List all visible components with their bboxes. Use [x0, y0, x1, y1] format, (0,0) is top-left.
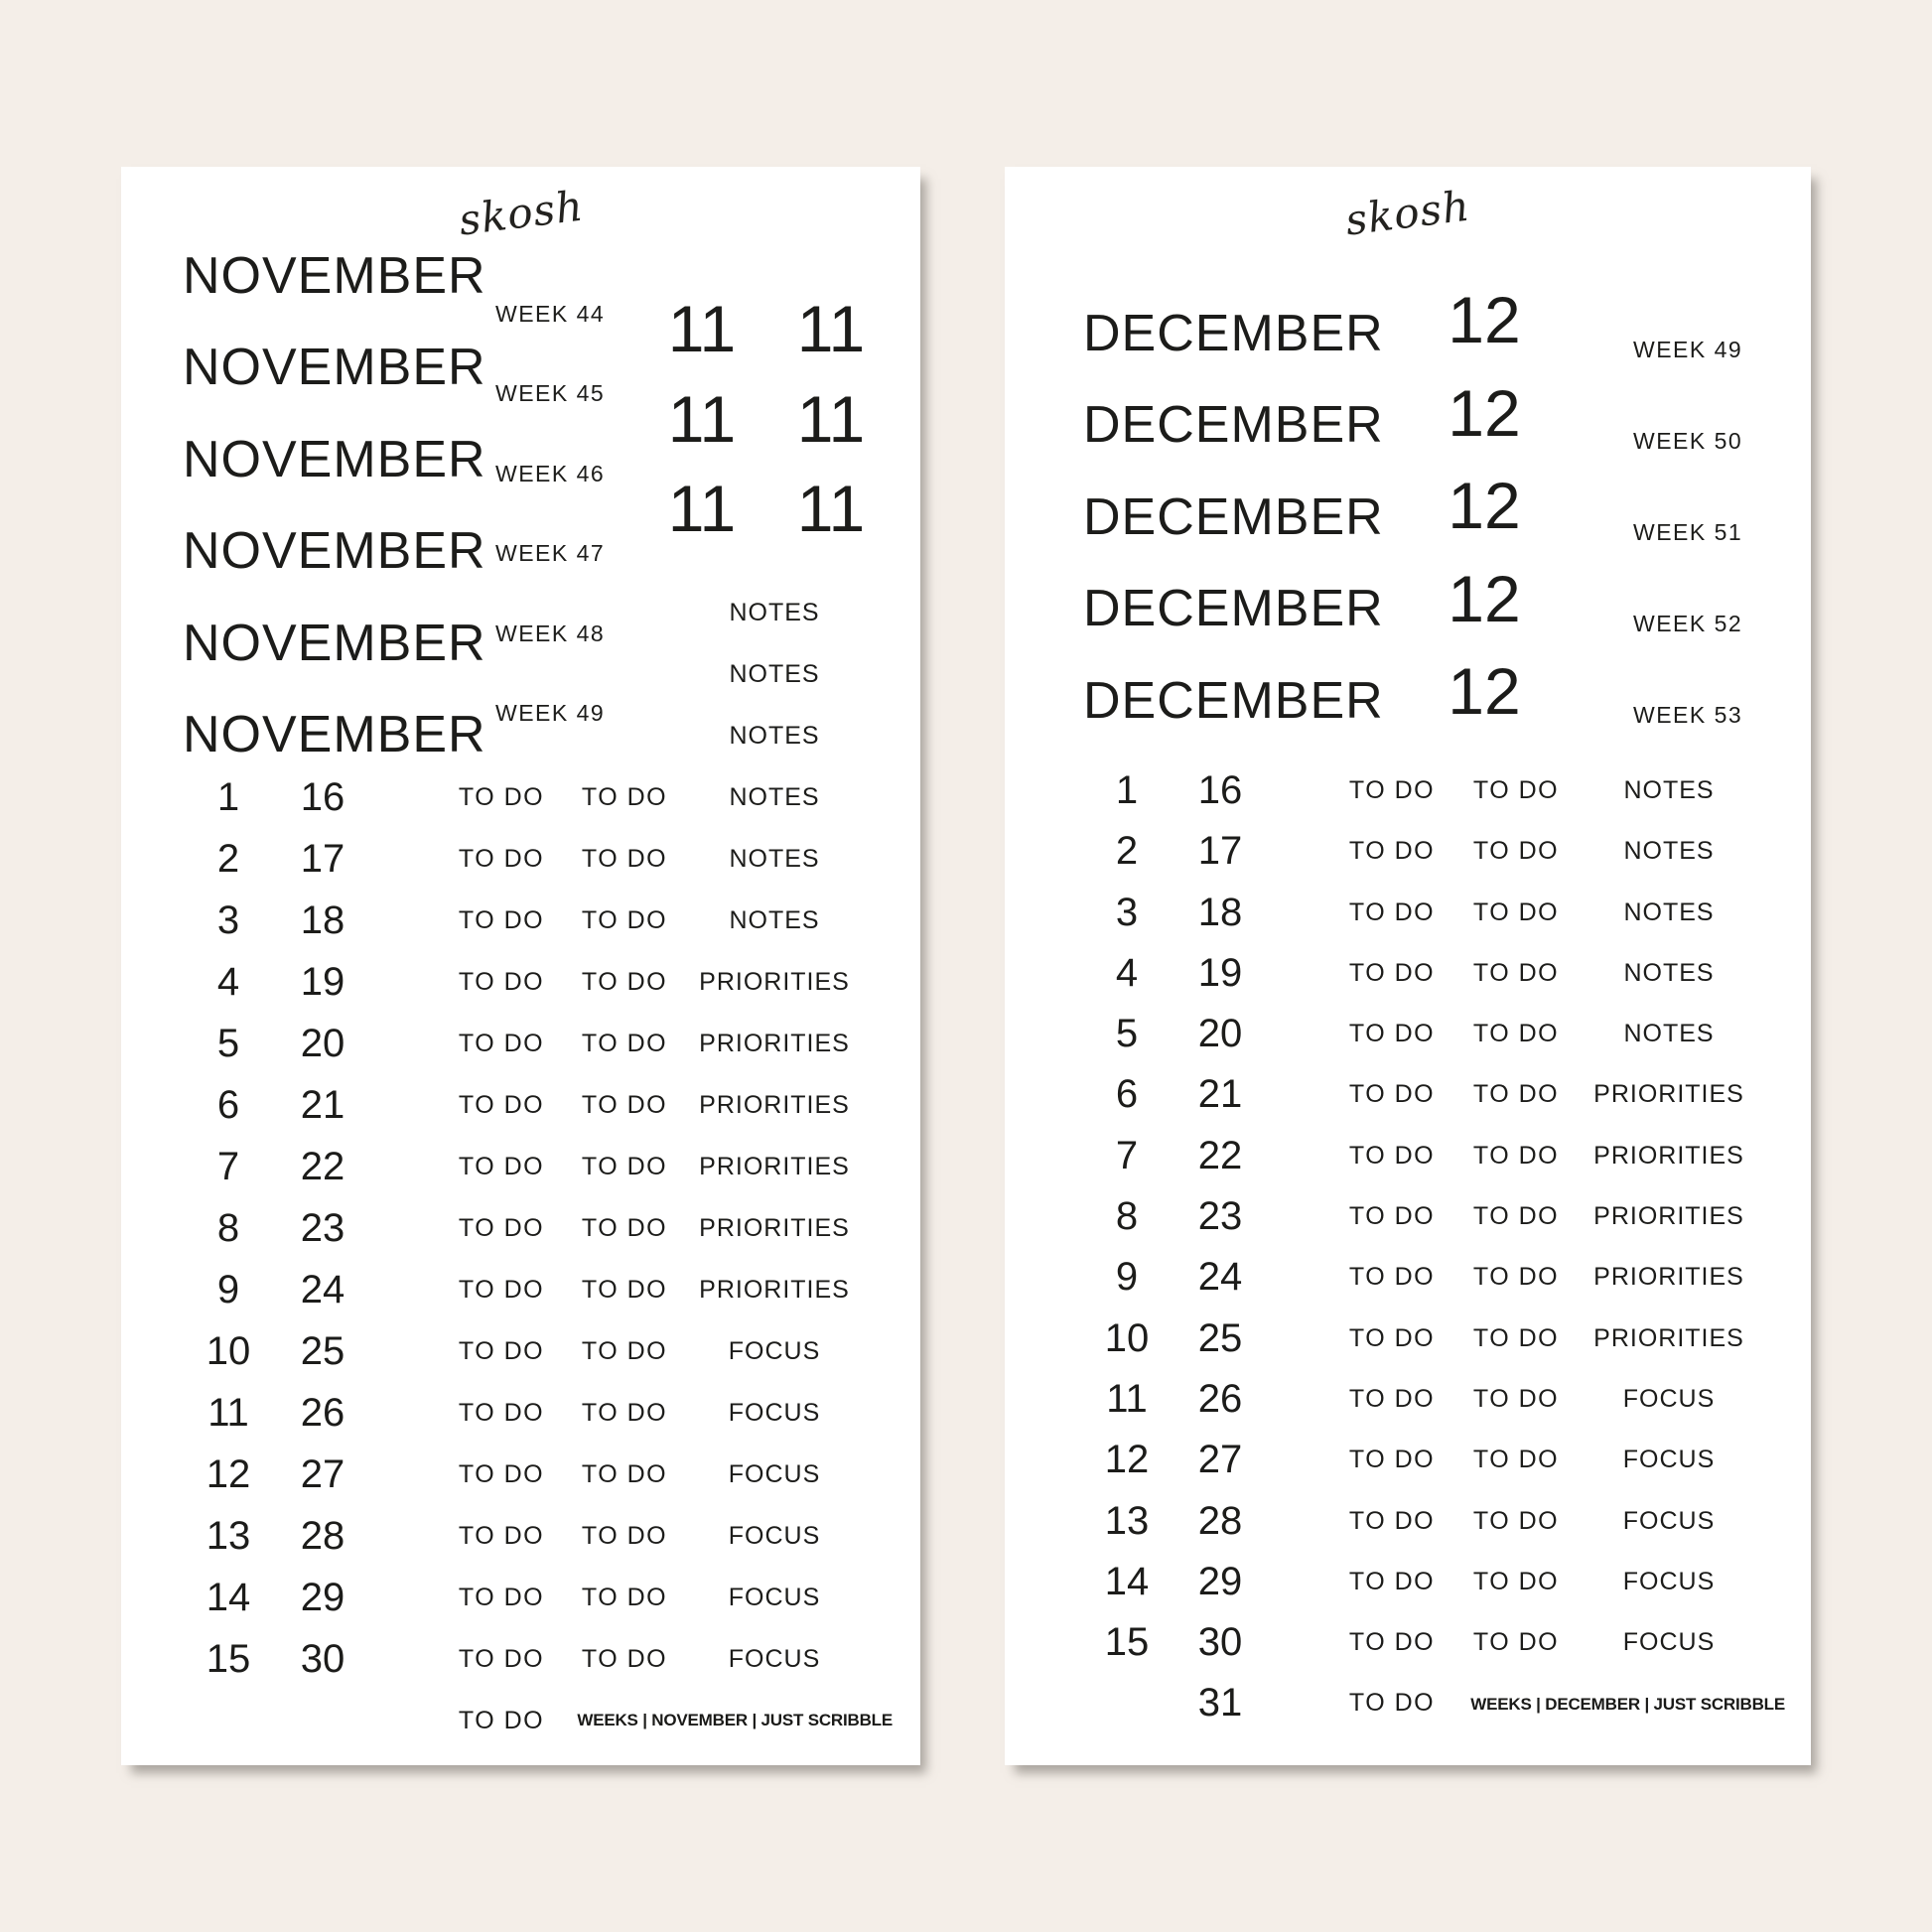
november-todo-list-2-item: TO DO: [581, 1276, 668, 1304]
november-dates-16-30-list: [253, 766, 392, 1690]
december-todo-list-1-item: TO DO: [1348, 1202, 1436, 1231]
december-todo-list-1-item: TO DO: [1348, 1263, 1436, 1292]
december-todo-list-1-item: TO DO: [1348, 1384, 1436, 1413]
november-dates-1-15-item: 15: [206, 1637, 251, 1681]
november-month-name-list: [183, 230, 486, 780]
november-month-number-item: 11: [667, 472, 737, 545]
december-dates-1-15-item: 12: [1104, 1438, 1150, 1482]
november-todo-list-1-item: TO DO: [458, 1153, 545, 1180]
december-todo-list-2-item: TO DO: [1472, 1202, 1560, 1231]
november-todo-list-2-item: TO DO: [581, 1091, 668, 1119]
december-dates-16-31-item: 22: [1197, 1133, 1243, 1177]
december-section-label-item: NOTES: [1623, 837, 1715, 866]
december-section-label-item: NOTES: [1623, 776, 1715, 804]
december-week-item: WEEK 50: [1633, 428, 1743, 454]
november-todo-list-2-item: TO DO: [581, 1214, 668, 1242]
december-todo-list-2-item: TO DO: [1472, 958, 1560, 987]
december-todo-list-1-item: TO DO: [1348, 1689, 1436, 1718]
november-dates-16-30-item: 29: [300, 1576, 345, 1619]
november-todo-list-1-item: TO DO: [458, 1584, 545, 1611]
november-week-list: [495, 274, 605, 753]
december-todo-list-1-item: TO DO: [1348, 958, 1436, 987]
november-todo-list-1-item: TO DO: [458, 1276, 545, 1304]
december-section-label-item: PRIORITIES: [1593, 1080, 1744, 1109]
november-week-item: WEEK 45: [495, 380, 606, 407]
december-dates-16-31-item: 19: [1197, 950, 1243, 995]
november-todo-list-1-item: TO DO: [458, 1337, 545, 1365]
december-month-name-item: DECEMBER: [1083, 580, 1384, 638]
november-section-label-item: FOCUS: [728, 1337, 821, 1365]
november-dates-1-15-item: 12: [206, 1452, 251, 1496]
december-week-item: WEEK 53: [1633, 702, 1743, 728]
december-dates-1-15-item: 9: [1115, 1255, 1139, 1300]
december-week-item: WEEK 51: [1633, 519, 1743, 545]
november-section-label-item: PRIORITIES: [699, 1030, 850, 1057]
december-dates-1-15-item: 15: [1104, 1620, 1150, 1665]
november-todo-list-2-item: TO DO: [581, 1522, 668, 1550]
november-section-label-item: PRIORITIES: [699, 1214, 850, 1242]
november-month-number-item: 11: [667, 292, 737, 365]
november-section-label-item: PRIORITIES: [699, 1153, 850, 1180]
november-month-name-item: NOVEMBER: [183, 705, 486, 763]
november-dates-16-30-item: 25: [300, 1329, 345, 1373]
december-dates-16-31-item: 30: [1197, 1620, 1243, 1665]
december-todo-list-1-item: TO DO: [1348, 837, 1436, 866]
december-section-label-item: FOCUS: [1622, 1446, 1716, 1474]
december-todo-list-1: [1322, 760, 1461, 1734]
december-dates-1-15-item: 3: [1115, 890, 1139, 934]
december-dates-16-31-item: 29: [1197, 1559, 1243, 1603]
december-dates-1-15-item: 2: [1115, 829, 1139, 874]
november-dates-16-30-item: 19: [300, 960, 345, 1004]
november-dates-1-15-item: 9: [216, 1268, 240, 1311]
brand-logo-text: skosh: [456, 181, 586, 245]
november-todo-list-2-item: TO DO: [581, 906, 668, 934]
november-dates-1-15-item: 3: [216, 898, 240, 942]
november-todo-list-1: [432, 766, 571, 1751]
november-month-number-item: 11: [667, 381, 737, 456]
december-todo-list-2-item: TO DO: [1472, 1506, 1560, 1535]
december-dates-16-31-item: 20: [1197, 1012, 1243, 1056]
november-todo-list-2-item: TO DO: [581, 1030, 668, 1057]
november-month-name-item: NOVEMBER: [183, 430, 486, 488]
december-section-label-item: PRIORITIES: [1593, 1202, 1744, 1231]
december-todo-list-1-item: TO DO: [1348, 1080, 1436, 1109]
december-todo-list-1-item: TO DO: [1348, 897, 1436, 926]
november-week-item: WEEK 49: [495, 699, 606, 726]
december-month-name-item: DECEMBER: [1083, 671, 1384, 730]
november-month-number-item: 11: [796, 472, 866, 545]
november-section-label-item: FOCUS: [728, 1399, 821, 1427]
december-section-label-item: FOCUS: [1622, 1628, 1716, 1657]
november-dates-16-30-item: 23: [300, 1206, 345, 1250]
december-section-label-item: NOTES: [1623, 958, 1715, 987]
november-sticker-sheet: [121, 167, 920, 1765]
december-month-number-item: 12: [1448, 283, 1521, 356]
december-dates-16-31-item: 17: [1197, 829, 1243, 874]
december-todo-list-2-item: TO DO: [1472, 1020, 1560, 1048]
december-dates-1-15-item: 7: [1115, 1133, 1139, 1177]
december-section-label-list: [1550, 760, 1788, 1673]
december-section-label-item: PRIORITIES: [1593, 1323, 1744, 1352]
november-month-name-item: NOVEMBER: [183, 614, 486, 672]
november-dates-1-15-item: 6: [216, 1083, 240, 1127]
november-section-label-item: PRIORITIES: [699, 1091, 850, 1119]
november-dates-1-15-item: 5: [216, 1022, 240, 1065]
november-todo-list-2-item: TO DO: [581, 1584, 668, 1611]
november-todo-list-2-item: TO DO: [581, 1399, 668, 1427]
december-month-number-item: 12: [1448, 654, 1521, 728]
december-todo-list-2-item: TO DO: [1472, 1628, 1560, 1657]
november-month-name-item: NOVEMBER: [183, 247, 486, 305]
december-dates-16-31-item: 23: [1197, 1194, 1243, 1239]
november-dates-1-15-item: 11: [207, 1391, 249, 1435]
november-section-label-item: PRIORITIES: [699, 968, 850, 996]
november-todo-list-1-item: TO DO: [458, 1645, 545, 1673]
december-todo-list-1-item: TO DO: [1348, 776, 1436, 804]
november-dates-16-30-item: 16: [300, 775, 345, 819]
december-footer-caption: WEEKS | DECEMBER | JUST SCRIBBLE: [1470, 1695, 1785, 1714]
december-todo-list-1-item: TO DO: [1348, 1446, 1436, 1474]
november-dates-1-15-item: 8: [216, 1206, 240, 1250]
november-todo-list-2-item: TO DO: [581, 1337, 668, 1365]
november-dates-1-15-item: 14: [206, 1576, 251, 1619]
november-week-item: WEEK 47: [495, 540, 606, 567]
november-dates-1-15-item: 10: [206, 1329, 251, 1373]
november-section-label-item: FOCUS: [728, 1584, 821, 1611]
december-section-label-item: NOTES: [1623, 1020, 1715, 1048]
december-dates-16-31-item: 27: [1197, 1438, 1243, 1482]
november-dates-16-30-item: 30: [300, 1637, 345, 1681]
november-todo-list-1-item: TO DO: [458, 1214, 545, 1242]
november-section-label-item: NOTES: [729, 906, 820, 934]
november-dates-16-30-item: 17: [300, 837, 345, 881]
december-todo-list-1-item: TO DO: [1348, 1323, 1436, 1352]
november-week-item: WEEK 48: [495, 620, 606, 646]
december-todo-list-1-item: TO DO: [1348, 1628, 1436, 1657]
december-dates-16-31-item: 28: [1197, 1498, 1243, 1543]
december-todo-list-2-item: TO DO: [1472, 1384, 1560, 1413]
november-dates-1-15-item: 7: [216, 1145, 240, 1188]
december-section-label-item: PRIORITIES: [1593, 1263, 1744, 1292]
november-section-label-item: NOTES: [729, 660, 820, 688]
november-dates-1-15-item: 1: [216, 775, 240, 819]
december-dates-1-15-item: 8: [1115, 1194, 1139, 1239]
december-dates-1-15-item: 4: [1115, 950, 1139, 995]
november-todo-list-2-item: TO DO: [581, 968, 668, 996]
december-todo-list-1-item: TO DO: [1348, 1020, 1436, 1048]
november-todo-list-2-item: TO DO: [581, 1153, 668, 1180]
december-section-label-item: FOCUS: [1622, 1506, 1716, 1535]
december-dates-16-31-item: 18: [1197, 890, 1243, 934]
november-dates-16-30-item: 27: [300, 1452, 345, 1496]
december-dates-1-15-item: 6: [1115, 1072, 1139, 1117]
december-dates-16-31-item: 25: [1197, 1315, 1243, 1360]
december-todo-list-2-item: TO DO: [1472, 1323, 1560, 1352]
december-todo-list-2-item: TO DO: [1472, 1263, 1560, 1292]
december-todo-list-2-item: TO DO: [1472, 1446, 1560, 1474]
november-footer-caption: WEEKS | NOVEMBER | JUST SCRIBBLE: [577, 1711, 893, 1729]
december-week-item: WEEK 52: [1633, 611, 1743, 636]
december-section-label-item: NOTES: [1623, 897, 1715, 926]
december-todo-list-2-item: TO DO: [1472, 1080, 1560, 1109]
december-dates-16-31-item: 31: [1197, 1681, 1243, 1725]
november-section-label-item: FOCUS: [728, 1645, 821, 1673]
november-dates-1-15-item: 4: [216, 960, 240, 1004]
november-todo-list-1-item: TO DO: [458, 783, 545, 811]
november-todo-list-1-item: TO DO: [458, 1460, 545, 1488]
november-todo-list-2-item: TO DO: [581, 783, 668, 811]
november-todo-list-2-item: TO DO: [581, 845, 668, 873]
november-todo-list-1-item: TO DO: [458, 1522, 545, 1550]
november-todo-list-1-item: TO DO: [458, 906, 545, 934]
november-section-label-item: NOTES: [729, 845, 820, 873]
november-section-label-item: NOTES: [729, 722, 820, 750]
december-dates-1-15-item: 13: [1104, 1498, 1150, 1543]
december-month-name-item: DECEMBER: [1083, 305, 1384, 362]
december-week-list: [1633, 304, 1742, 760]
november-dates-16-30-item: 20: [300, 1022, 345, 1065]
december-dates-1-15-item: 5: [1115, 1012, 1139, 1056]
december-month-number-item: 12: [1448, 375, 1521, 450]
december-dates-16-31-list: [1151, 760, 1290, 1734]
december-dates-16-31-item: 16: [1197, 768, 1243, 812]
november-dates-16-30-item: 22: [300, 1145, 345, 1188]
december-sticker-sheet: [1005, 167, 1811, 1765]
november-month-number-item: 11: [796, 292, 866, 365]
november-month-number-item: 11: [796, 381, 866, 456]
december-dates-16-31-item: 24: [1197, 1255, 1243, 1300]
november-month-name-item: NOVEMBER: [183, 522, 486, 581]
november-todo-list-1-item: TO DO: [458, 1399, 545, 1427]
december-todo-list-1-item: TO DO: [1348, 1506, 1436, 1535]
november-week-item: WEEK 46: [495, 460, 606, 486]
december-month-name-list: [1083, 288, 1384, 747]
november-section-label-item: FOCUS: [728, 1522, 821, 1550]
november-section-label-item: NOTES: [729, 783, 820, 811]
december-dates-16-31-item: 21: [1197, 1072, 1243, 1117]
december-dates-1-15-item: 14: [1104, 1559, 1150, 1603]
november-dates-1-15-item: 2: [216, 837, 240, 881]
november-week-item: WEEK 44: [495, 301, 606, 327]
december-month-number-list: [1415, 274, 1554, 739]
november-todo-list-2-item: TO DO: [581, 1460, 668, 1488]
december-section-label-item: PRIORITIES: [1593, 1141, 1744, 1170]
december-dates-1-15-item: 11: [1106, 1376, 1148, 1421]
november-dates-16-30-item: 21: [300, 1083, 345, 1127]
november-dates-16-30-item: 24: [300, 1268, 345, 1311]
december-todo-list-1-item: TO DO: [1348, 1141, 1436, 1170]
december-dates-1-15-item: 10: [1104, 1315, 1150, 1360]
december-month-name-item: DECEMBER: [1083, 487, 1384, 546]
december-section-label-item: FOCUS: [1622, 1384, 1716, 1413]
november-todo-list-1-item: TO DO: [458, 968, 545, 996]
december-todo-list-2-item: TO DO: [1472, 897, 1560, 926]
november-dates-16-30-item: 26: [300, 1391, 345, 1435]
november-todo-list-2: [555, 766, 694, 1690]
november-month-number-grid: [637, 284, 896, 554]
november-todo-list-1-item: TO DO: [458, 1030, 545, 1057]
brand-logo-text: skosh: [1342, 181, 1473, 245]
december-dates-1-15-item: 1: [1115, 768, 1139, 812]
november-dates-16-30-item: 18: [300, 898, 345, 942]
december-todo-list-2-item: TO DO: [1472, 1567, 1560, 1595]
december-todo-list-2-item: TO DO: [1472, 1141, 1560, 1170]
november-dates-1-15-item: 13: [206, 1514, 251, 1558]
november-todo-list-2-item: TO DO: [581, 1645, 668, 1673]
november-section-label-item: FOCUS: [728, 1460, 821, 1488]
december-month-number-item: 12: [1448, 561, 1521, 635]
november-todo-list-1-item: TO DO: [458, 1707, 545, 1734]
december-section-label-item: FOCUS: [1622, 1567, 1716, 1595]
december-month-number-item: 12: [1448, 469, 1521, 542]
brand-logo: [1005, 181, 1811, 245]
november-todo-list-1-item: TO DO: [458, 1091, 545, 1119]
november-todo-list-1-item: TO DO: [458, 845, 545, 873]
december-month-name-item: DECEMBER: [1083, 396, 1384, 455]
december-week-item: WEEK 49: [1633, 337, 1743, 362]
december-todo-list-2-item: TO DO: [1472, 776, 1560, 804]
november-dates-16-30-item: 28: [300, 1514, 345, 1558]
december-todo-list-1-item: TO DO: [1348, 1567, 1436, 1595]
november-section-label-item: PRIORITIES: [699, 1276, 850, 1304]
december-dates-16-31-item: 26: [1197, 1376, 1243, 1421]
november-section-label-item: NOTES: [729, 599, 820, 626]
december-todo-list-2-item: TO DO: [1472, 837, 1560, 866]
november-month-name-item: NOVEMBER: [183, 339, 486, 397]
